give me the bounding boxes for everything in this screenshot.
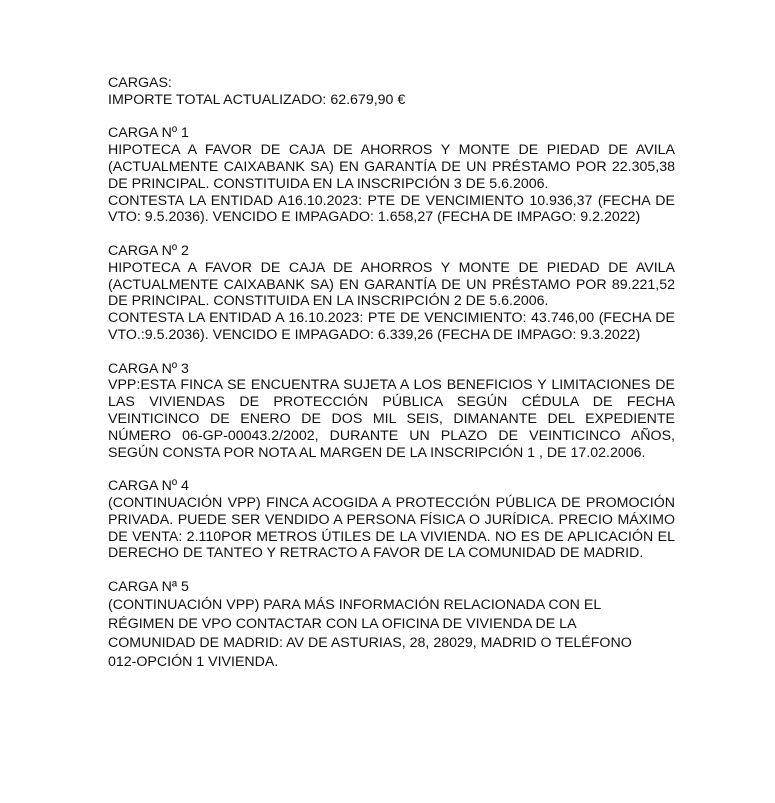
carga-text-continuation: CONTESTA LA ENTIDAD A16.10.2023: PTE DE VENCIMIENTO 10.936,37 (FECHA DE VTO: 9.5.2036). VENCIDO E IMPAGADO: 1.658,27 (FECHA DE IMPAGO: 9.2.2022) [108, 192, 675, 226]
carga-text: (CONTINUACIÓN VPP) FINCA ACOGIDA A PROTECCIÓN PÚBLICA DE PROMOCIÓN PRIVADA. PUEDE SER VENDIDO A PERSONA FÍSICA O JURÍDICA. PRECIO MÁXIMO DE VENTA: 2.110POR METROS ÚTILES DE LA VIVIENDA. NO ES DE APLICACIÓN EL DERECHO DE TANTEO Y RETRACTO A FAVOR DE LA COMUNIDAD DE MADRID. [108, 494, 675, 562]
carga-4 [108, 478, 675, 562]
carga-text-line: (CONTINUACIÓN VPP) PARA MÁS INFORMACIÓN RELACIONADA CON EL [108, 596, 602, 613]
carga-text-continuation: CONTESTA LA ENTIDAD A 16.10.2023: PTE DE VENCIMIENTO: 43.746,00 (FECHA DE VTO.:9.5.2036). VENCIDO E IMPAGADO: 6.339,26 (FECHA DE IMPAGO: 9.3.2022) [108, 310, 675, 343]
document-page [108, 75, 675, 689]
carga-text: HIPOTECA A FAVOR DE CAJA DE AHORROS Y MONTE DE PIEDAD DE AVILA (ACTUALMENTE CAIXABANK SA) EN GARANTÍA DE UN PRÉSTAMO POR 22.305,38 DE PRINCIPAL. CONSTITUIDA EN LA INSCRIPCIÓN 3 DE 5.6.2006. [108, 142, 675, 192]
cargas-summary [108, 75, 675, 109]
total-amount: IMPORTE TOTAL ACTUALIZADO: 62.679,90 € [108, 91, 406, 108]
carga-heading: CARGA Nª 5 [108, 578, 189, 595]
carga-heading: CARGA Nº 1 [108, 125, 189, 142]
section-title: CARGAS: [108, 75, 172, 91]
carga-text: VPP:ESTA FINCA SE ENCUENTRA SUJETA A LOS BENEFICIOS Y LIMITACIONES DE LAS VIVIENDAS DE PROTECCIÓN PÚBLICA SEGÚN CÉDULA DE FECHA VEINTICINCO DE ENERO DE DOS MIL SEIS, DIMANANTE DEL EXPEDIENTE NÚMERO 06-GP-00043.2/2002, DURANTE UN PLAZO DE VEINTICINCO AÑOS, SEGÚN CONSTA POR NOTA AL MARGEN DE LA INSCRIPCIÓN 1 , DE 17.02.2006. [108, 377, 675, 461]
carga-heading: CARGA Nº 2 [108, 242, 189, 259]
carga-3 [108, 361, 675, 462]
carga-text: HIPOTECA A FAVOR DE CAJA DE AHORROS Y MONTE DE PIEDAD DE AVILA (ACTUALMENTE CAIXABANK SA) EN GARANTÍA DE UN PRÉSTAMO POR 89.221,52 DE PRINCIPAL. CONSTITUIDA EN LA INSCRIPCIÓN 2 DE 5.6.2006. [108, 259, 675, 310]
carga-text-line: COMUNIDAD DE MADRID: AV DE ASTURIAS, 28, 28029, MADRID O TELÉFONO [108, 635, 632, 652]
carga-text-line: RÉGIMEN DE VPO CONTACTAR CON LA OFICINA DE VIVIENDA DE LA [108, 615, 577, 632]
carga-text-line: 012-OPCIÓN 1 VIVIENDA. [108, 654, 279, 671]
carga-1 [108, 125, 675, 226]
carga-heading: CARGA Nº 3 [108, 360, 189, 377]
carga-5 [108, 579, 675, 673]
carga-heading: CARGA Nº 4 [108, 478, 189, 495]
carga-2 [108, 243, 675, 344]
